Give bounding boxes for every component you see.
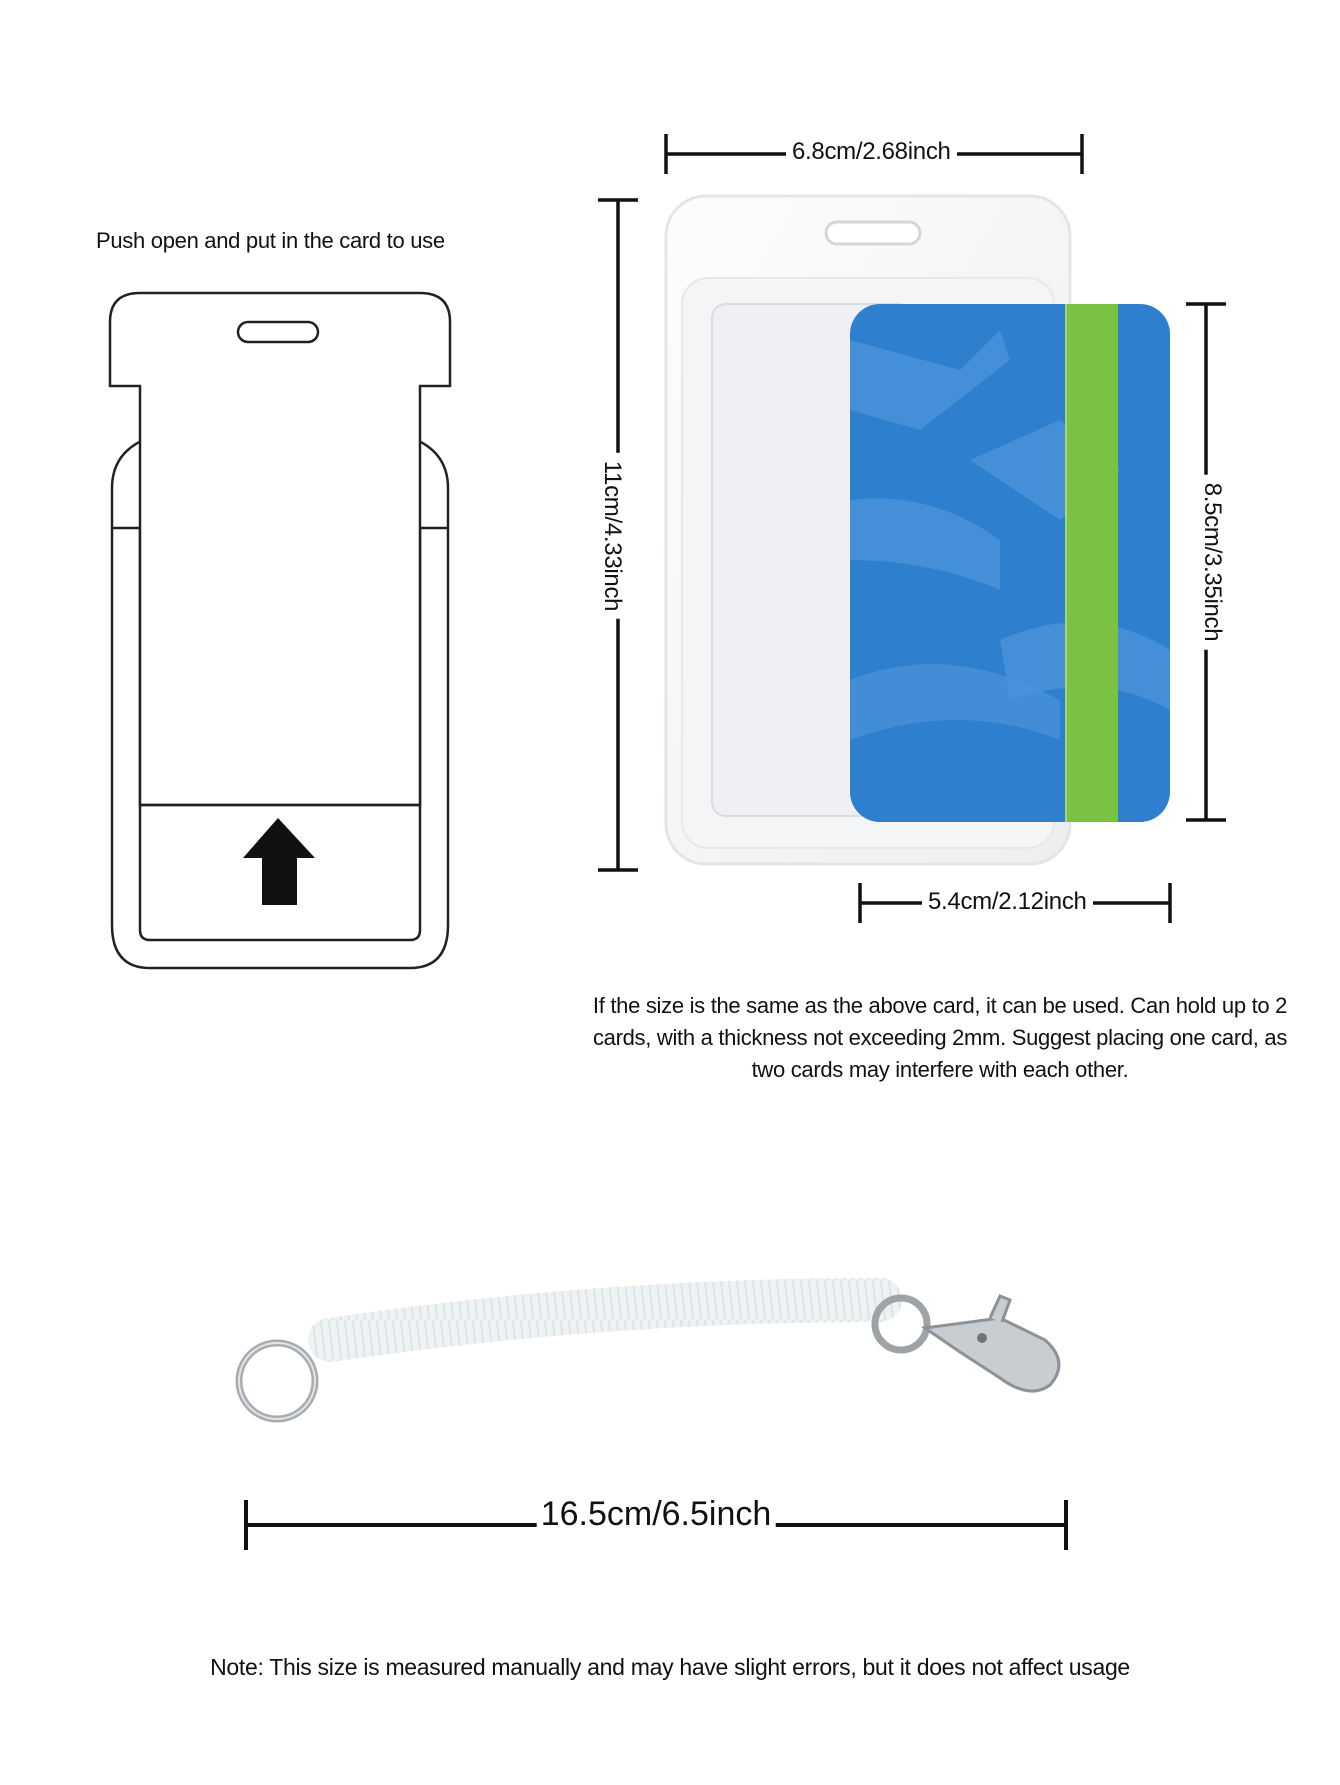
usage-instruction: Push open and put in the card to use bbox=[96, 228, 445, 253]
lobster-clasp-icon bbox=[875, 1296, 1059, 1391]
compatibility-note: If the size is the same as the above card, it can be used. Can hold up to 2 cards, with a thickness not exceeding 2mm. Suggest placing one card, as two cards may interfere with each other. bbox=[592, 993, 1288, 1082]
card-width-label: 5.4cm/2.12inch bbox=[922, 888, 1093, 916]
coil-length-label: 16.5cm/6.5inch bbox=[537, 1495, 776, 1534]
measurement-note: Note: This size is measured manually and may have slight errors, but it does not affect usage bbox=[210, 1654, 1130, 1680]
card-height-label: 8.5cm/3.35inch bbox=[1198, 475, 1226, 650]
holder-height-label: 11cm/4.33inch bbox=[598, 453, 626, 619]
holder-width-label: 6.8cm/2.68inch bbox=[786, 138, 957, 166]
